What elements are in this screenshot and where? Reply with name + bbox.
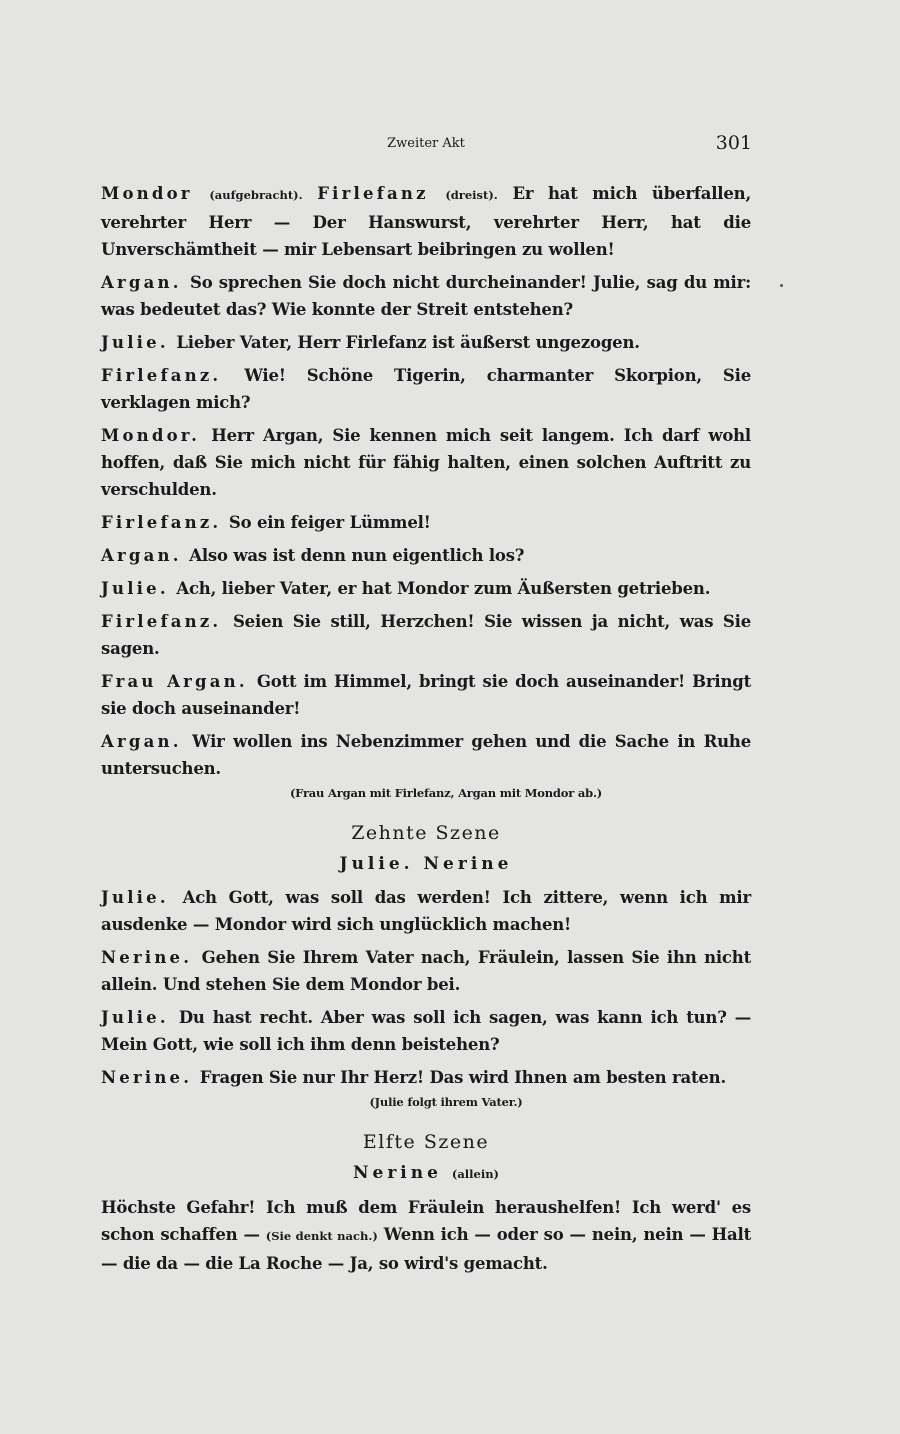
dialogue-text: Gott im Himmel, bringt sie doch auseinander! Bringt sie doch auseinander! (101, 672, 751, 718)
speaker-name: Mondor. (101, 426, 201, 445)
stage-note: (allein) (451, 1167, 499, 1181)
page-number: 301 (715, 132, 752, 154)
dialogue-text: Wenn ich — oder so — nein, nein — Halt — die da — die La Roche — Ja, so wird's gemacht. (101, 1225, 752, 1273)
stage-note: (Sie denkt nach.) (265, 1229, 378, 1243)
speaker-name: Nerine. (101, 948, 193, 967)
monologue (101, 1194, 751, 1277)
dialogue-text: Ach, lieber Vater, er hat Mondor zum Äußersten getrieben. (176, 579, 711, 598)
dialogue-text: Ach Gott, was soll das werden! Ich zittere, wenn ich mir ausdenke — Mondor wird sich unglücklich machen! (101, 888, 751, 934)
speaker-name: Firlefanz. (101, 513, 222, 532)
speaker-name: Argan. (101, 546, 182, 565)
speaker-name: Julie. (101, 1008, 169, 1027)
running-head (100, 132, 752, 156)
speaker-name: Frau Argan. (101, 672, 248, 691)
dialogue-line (101, 728, 751, 782)
dialogue-line (101, 509, 751, 536)
dialogue-line (101, 422, 751, 503)
dialogue-line (101, 180, 751, 263)
speaker-name: Argan. (101, 732, 182, 751)
speaker-name: Mondor (101, 184, 193, 203)
dialogue-text: Höchste Gefahr! Ich muß dem Fräulein heraushelfen! Ich werd' es schon schaffen — (101, 1198, 751, 1244)
dialogue-line (101, 1004, 751, 1058)
speaker-name: Firlefanz. (101, 612, 222, 631)
dialogue-line (101, 329, 751, 356)
stage-direction: (Frau Argan mit Firlefanz, Argan mit Mondor ab.) (289, 786, 603, 800)
dialogue-line (101, 362, 751, 416)
speaker-name: Firlefanz (317, 184, 429, 203)
scene-cast: Julie. Nerine (339, 854, 513, 874)
speaker-name: Firlefanz. (101, 366, 222, 385)
scene-heading: Elfte Szene (362, 1131, 490, 1153)
scene-cast (101, 1159, 751, 1188)
margin-speck (780, 284, 783, 287)
play-text (101, 180, 751, 1283)
speaker-name: Julie. (101, 888, 169, 907)
dialogue-text: Seien Sie still, Herzchen! Sie wissen ja nicht, was Sie sagen. (101, 612, 752, 658)
dialogue-text: Herr Argan, Sie kennen mich seit langem. Ich darf wohl hoffen, daß Sie mich nicht für fähig halten, einen solchen Auftritt zu verschulden. (101, 426, 751, 499)
dialogue-text: Er hat mich überfallen, verehrter Herr — Der Hanswurst, verehrter Herr, hat die Unverschämtheit — mir Lebensart beibringen zu wollen! (101, 184, 752, 259)
dialogue-text: Gehen Sie Ihrem Vater nach, Fräulein, lassen Sie ihn nicht allein. Und stehen Sie dem Mondor bei. (101, 948, 751, 994)
speaker-name: Nerine. (101, 1068, 193, 1087)
dialogue-line (101, 542, 751, 569)
dialogue-text: So sprechen Sie doch nicht durcheinander! Julie, sag du mir: was bedeutet das? Wie konnte der Streit entstehen? (101, 273, 751, 319)
dialogue-line (101, 1064, 751, 1091)
stage-note: (aufgebracht). (209, 188, 303, 202)
dialogue-text: Also was ist denn nun eigentlich los? (189, 546, 525, 565)
dialogue-text: Wir wollen ins Nebenzimmer gehen und die Sache in Ruhe untersuchen. (101, 732, 751, 778)
dialogue-text: Fragen Sie nur Ihr Herz! Das wird Ihnen am besten raten. (199, 1068, 727, 1087)
speaker-name: Julie. (101, 333, 169, 352)
dialogue-line (101, 575, 751, 602)
stage-direction: (Julie folgt ihrem Vater.) (369, 1095, 523, 1109)
dialogue-line (101, 608, 751, 662)
dialogue-text: Lieber Vater, Herr Firlefanz ist äußerst ungezogen. (176, 333, 640, 352)
cast-name: Nerine (353, 1163, 442, 1183)
dialogue-line (101, 668, 751, 722)
dialogue-line (101, 944, 751, 998)
speaker-name: Julie. (101, 579, 169, 598)
running-title: Zweiter Akt (387, 136, 465, 151)
stage-note: (dreist). (445, 188, 498, 202)
scene-heading: Zehnte Szene (351, 822, 501, 844)
dialogue-line (101, 269, 751, 323)
dialogue-text: So ein feiger Lümmel! (228, 513, 431, 532)
dialogue-text: Wie! Schöne Tigerin, charmanter Skorpion, Sie verklagen mich? (101, 366, 751, 412)
speaker-name: Argan. (101, 273, 182, 292)
dialogue-line (101, 884, 751, 938)
dialogue-text: Du hast recht. Aber was soll ich sagen, was kann ich tun? — Mein Gott, wie soll ich ihm denn beistehen? (101, 1008, 751, 1054)
